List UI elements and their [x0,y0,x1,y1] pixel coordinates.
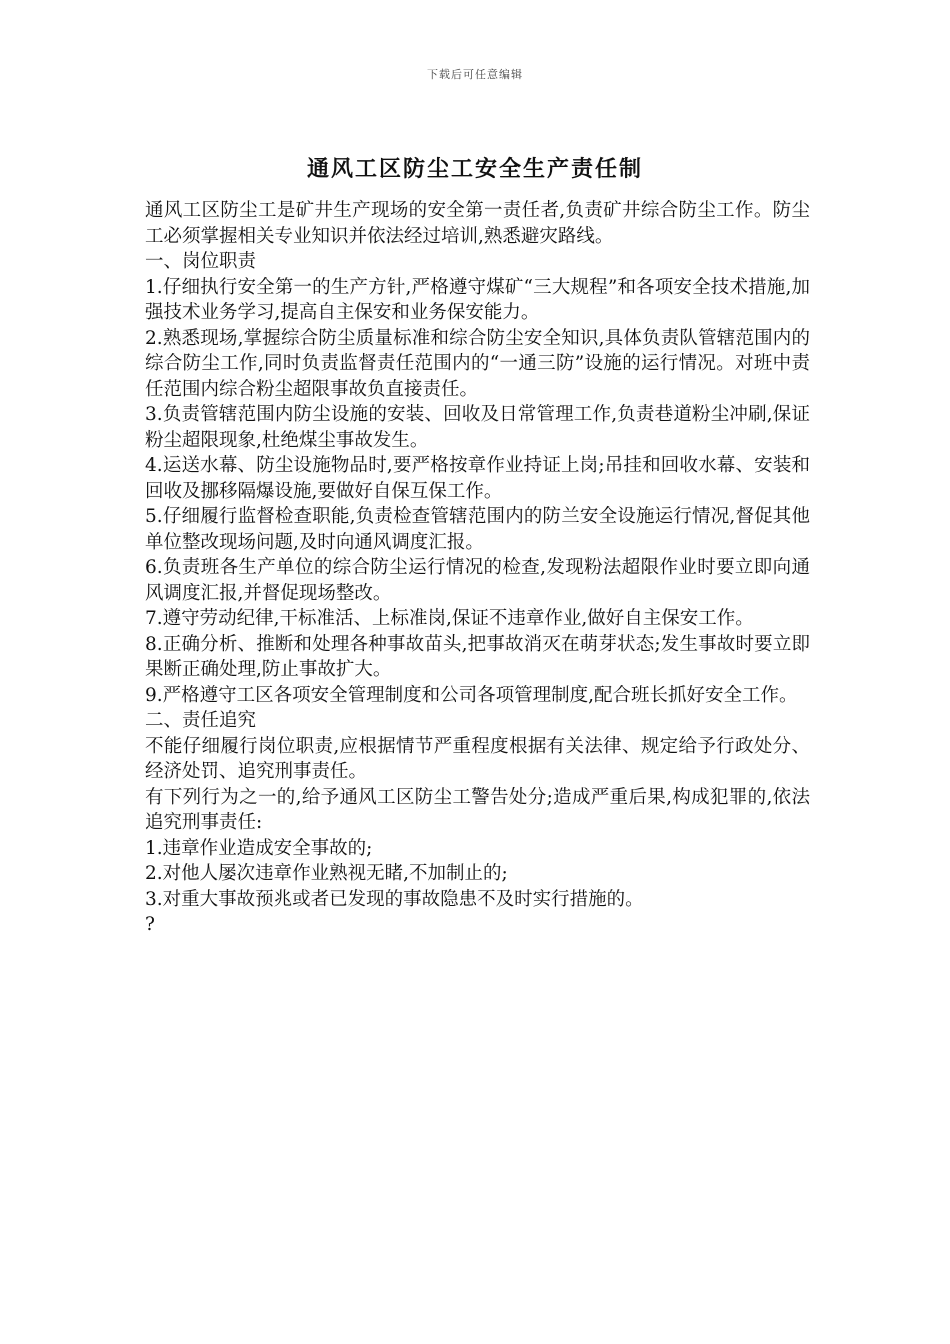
duty-item-6: 6.负责班各生产单位的综合防尘运行情况的检查,发现粉法超限作业时要立即向通风调度汇报,并督促现场整改。 [145,557,810,604]
duty-item-3: 3.负责管辖范围内防尘设施的安装、回收及日常管理工作,负责巷道粉尘冲刷,保证粉尘超限现象,杜绝煤尘事故发生。 [145,404,810,451]
section-heading-accountability: 二、责任追究 [145,710,257,731]
trailing-mark: ? [145,914,155,935]
duty-item-5: 5.仔细履行监督检查职能,负责检查管辖范围内的防兰安全设施运行情况,督促其他单位整改现场问题,及时向通风调度汇报。 [145,506,810,553]
duty-item-2: 2.熟悉现场,掌握综合防尘质量标准和综合防尘安全知识,具体负责队管辖范围内的综合防尘工作,同时负责监督责任范围内的“一通三防”设施的运行情况。对班中责任范围内综合粉尘超限事故负直接责任。 [145,327,810,400]
header-note: 下载后可任意编辑 [427,68,523,81]
penalty-item-2: 2.对他人屡次违章作业熟视无睹,不加制止的; [145,863,508,884]
penalty-paragraph: 有下列行为之一的,给予通风工区防尘工警告处分;造成严重后果,构成犯罪的,依法追究刑事责任: [145,786,810,833]
duty-item-4: 4.运送水幕、防尘设施物品时,要严格按章作业持证上岗;吊挂和回收水幕、安装和回收及挪移隔爆设施,要做好自保互保工作。 [145,455,810,502]
accountability-paragraph: 不能仔细履行岗位职责,应根据情节严重程度根据有关法律、规定给予行政处分、经济处罚、追究刑事责任。 [145,735,810,782]
duty-item-1: 1.仔细执行安全第一的生产方针,严格遵守煤矿“三大规程”和各项安全技术措施,加强技术业务学习,提高自主保安和业务保安能力。 [145,276,810,323]
intro-paragraph: 通风工区防尘工是矿井生产现场的安全第一责任者,负责矿井综合防尘工作。防尘工必须掌握相关专业知识并依法经过培训,熟悉避灾路线。 [145,200,810,247]
penalty-item-1: 1.违章作业造成安全事故的; [145,837,373,859]
document-title: 通风工区防尘工安全生产责任制 [306,156,643,182]
duty-item-9: 9.严格遵守工区各项安全管理制度和公司各项管理制度,配合班长抓好安全工作。 [145,684,798,706]
duty-item-8: 8.正确分析、推断和处理各种事故苗头,把事故消灭在萌芽状态;发生事故时要立即果断正确处理,防止事故扩大。 [145,633,810,680]
section-heading-duties: 一、岗位职责 [145,251,257,272]
penalty-item-3: 3.对重大事故预兆或者已发现的事故隐患不及时实行措施的。 [145,888,644,910]
document-body [145,198,810,938]
duty-item-7: 7.遵守劳动纪律,干标准活、上标准岗,保证不违章作业,做好自主保安工作。 [145,608,754,629]
